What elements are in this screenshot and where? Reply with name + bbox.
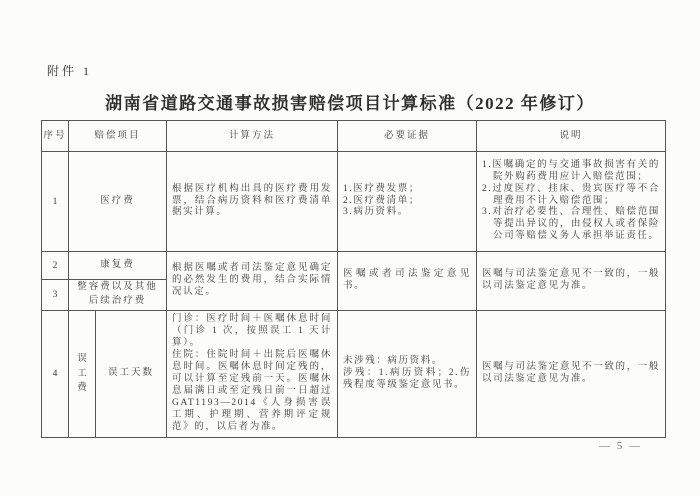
evidence-line: 涉残：1.病历资料；2.伤残程度等级鉴定意见书。 — [343, 367, 472, 390]
cell-row3-item: 整容费以及其他后续治疗费 — [69, 280, 167, 311]
cell-row1-note — [477, 152, 666, 252]
col-header-item: 赔偿项目 — [69, 121, 167, 152]
attachment-label: 附件 1 — [47, 64, 93, 78]
cell-row2-item: 康复费 — [69, 252, 167, 280]
method-paragraph: 住院：住院时间＋出院后医嘱休息时间。医嘱休息时间定残的，可以计算至定残前一天。医嘱休息届满日或至定残日前一日超过 GAT1193—2014《人身损害误工期、护理期、营养期评定规范》的，以后者为准。 — [172, 349, 333, 432]
cell-row1-evidence — [338, 152, 477, 252]
note-item: 1.医嘱确定的与交通事故损害有关的院外购药费用应计入赔偿范围； — [482, 159, 661, 182]
note-item: 3.对治疗必要性、合理性、赔偿范围等提出异议的，由侵权人或者保险公司等赔偿义务人承担举证责任。 — [482, 207, 661, 242]
cell-row3-num: 3 — [42, 280, 69, 311]
col-header-method: 计算方法 — [167, 121, 338, 152]
cell-rows23-evidence: 医嘱或者司法鉴定意见书。 — [338, 252, 477, 311]
cell-row4-group — [69, 311, 96, 438]
cell-row4-evidence — [338, 311, 477, 438]
cell-rows23-note: 医嘱与司法鉴定意见不一致的，一般以司法鉴定意见为准。 — [477, 252, 666, 311]
cell-row1-num: 1 — [42, 152, 69, 252]
cell-row1-item: 医疗费 — [69, 152, 167, 252]
note-item: 2.过度医疗、挂床、贵宾医疗等不合理费用不计入赔偿范围； — [482, 183, 661, 206]
group-label-vertical: 误工费 — [77, 354, 87, 393]
table-header-row — [42, 121, 666, 152]
evidence-line: 3.病历资料。 — [343, 207, 409, 218]
cell-row2-num: 2 — [42, 252, 69, 280]
evidence-line: 2.医疗费清单； — [343, 195, 420, 206]
document-title: 湖南省道路交通事故损害赔偿项目计算标准（2022 年修订） — [105, 94, 595, 113]
col-header-note: 说明 — [477, 121, 666, 152]
cell-row4-note: 医嘱与司法鉴定意见不一致的，一般以司法鉴定意见为准。 — [477, 311, 666, 438]
page-number: — 5 — — [599, 440, 642, 452]
col-header-evidence: 必要证据 — [338, 121, 477, 152]
cell-row4-method — [167, 311, 338, 438]
evidence-line: 未涉残：病历资料。 — [343, 355, 443, 366]
cell-row4-item: 误工天数 — [96, 311, 167, 438]
cell-rows23-method: 根据医嘱或者司法鉴定意见确定的必然发生的费用，结合实际情况认定。 — [167, 252, 338, 311]
evidence-line: 1.医疗费发票； — [343, 183, 420, 194]
cell-row1-method: 根据医疗机构出具的医疗费用发票，结合病历资料和医疗费清单据实计算。 — [167, 152, 338, 252]
method-paragraph: 门诊：医疗时间＋医嘱休息时间（门诊 1 次，按照误工 1 天计算）。 — [172, 314, 333, 348]
table-row-2 — [42, 252, 666, 280]
compensation-table — [41, 120, 666, 438]
table-row-4 — [42, 311, 666, 438]
table-row-1 — [42, 152, 666, 252]
cell-row4-num: 4 — [42, 311, 69, 438]
col-header-num: 序号 — [42, 121, 69, 152]
